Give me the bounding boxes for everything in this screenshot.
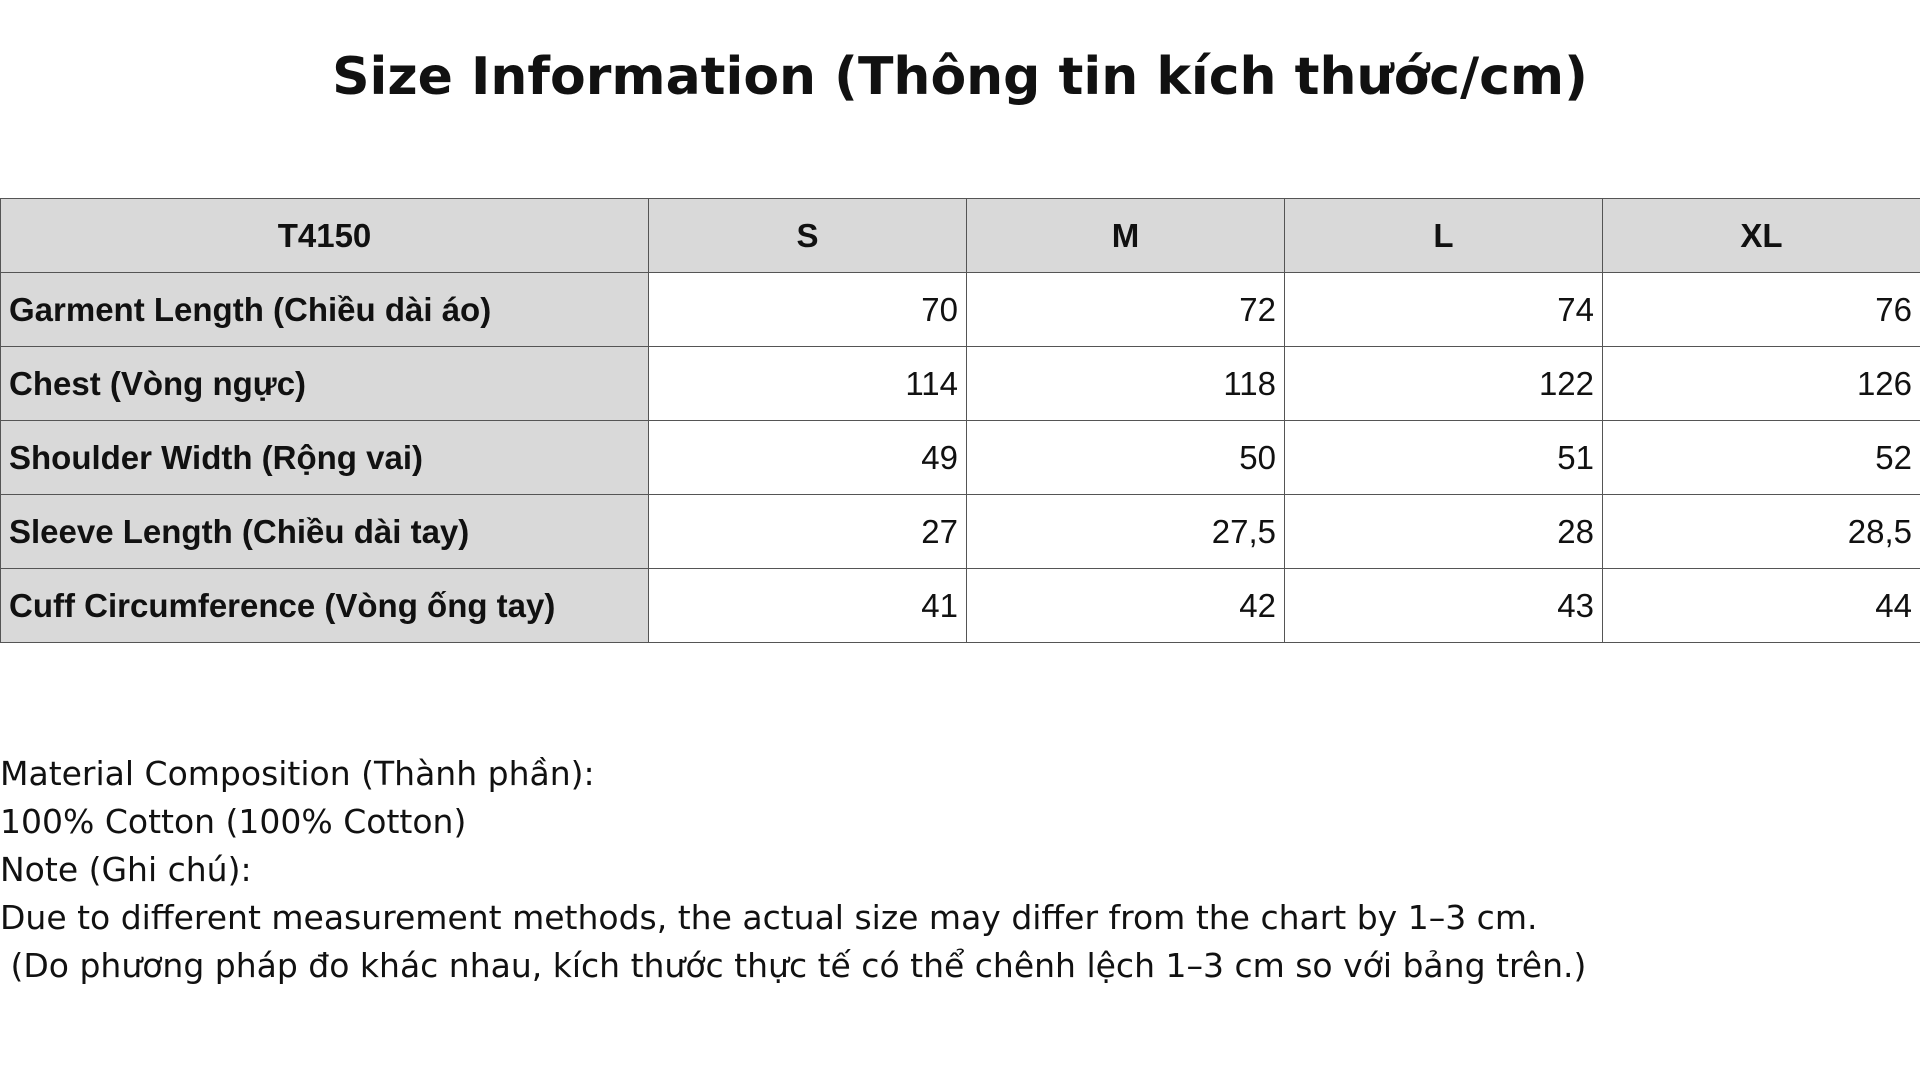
note-english: Due to different measurement methods, the actual size may differ from the chart by 1–3 cm. (0, 898, 1538, 937)
table-row (1, 569, 1920, 643)
header-cell-product-code: T4150 (1, 199, 649, 273)
table-cell: 52 (1603, 421, 1920, 495)
row-label: Cuff Circumference (Vòng ống tay) (1, 569, 649, 643)
table-cell: 49 (649, 421, 967, 495)
table-cell: 44 (1603, 569, 1920, 643)
table-header-row (1, 199, 1920, 273)
table-cell: 76 (1603, 273, 1920, 347)
table-cell: 74 (1285, 273, 1603, 347)
size-table (0, 198, 1920, 643)
table-row (1, 273, 1920, 347)
table-cell: 114 (649, 347, 967, 421)
material-value: 100% Cotton (100% Cotton) (0, 802, 467, 841)
note-heading: Note (Ghi chú): (0, 850, 252, 889)
notes-section (0, 750, 1900, 990)
row-label: Shoulder Width (Rộng vai) (1, 421, 649, 495)
row-label: Sleeve Length (Chiều dài tay) (1, 495, 649, 569)
table-cell: 28,5 (1603, 495, 1920, 569)
table-row (1, 347, 1920, 421)
table-cell: 27 (649, 495, 967, 569)
table-cell: 27,5 (967, 495, 1285, 569)
header-cell-size: M (967, 199, 1285, 273)
table-cell: 70 (649, 273, 967, 347)
table-cell: 51 (1285, 421, 1603, 495)
note-vietnamese: (Do phương pháp đo khác nhau, kích thước thực tế có thể chênh lệch 1–3 cm so với bảng trên.) (0, 946, 1587, 985)
row-label: Garment Length (Chiều dài áo) (1, 273, 649, 347)
table-cell: 122 (1285, 347, 1603, 421)
table-cell: 41 (649, 569, 967, 643)
row-label: Chest (Vòng ngực) (1, 347, 649, 421)
table-row (1, 495, 1920, 569)
table-cell: 72 (967, 273, 1285, 347)
header-cell-size: S (649, 199, 967, 273)
table-cell: 28 (1285, 495, 1603, 569)
page-title: Size Information (Thông tin kích thước/cm) (332, 47, 1588, 107)
table-cell: 126 (1603, 347, 1920, 421)
table-cell: 118 (967, 347, 1285, 421)
table-cell: 42 (967, 569, 1285, 643)
header-cell-size: XL (1603, 199, 1920, 273)
material-heading: Material Composition (Thành phần): (0, 754, 595, 793)
table-cell: 43 (1285, 569, 1603, 643)
table-row (1, 421, 1920, 495)
table-cell: 50 (967, 421, 1285, 495)
header-cell-size: L (1285, 199, 1603, 273)
